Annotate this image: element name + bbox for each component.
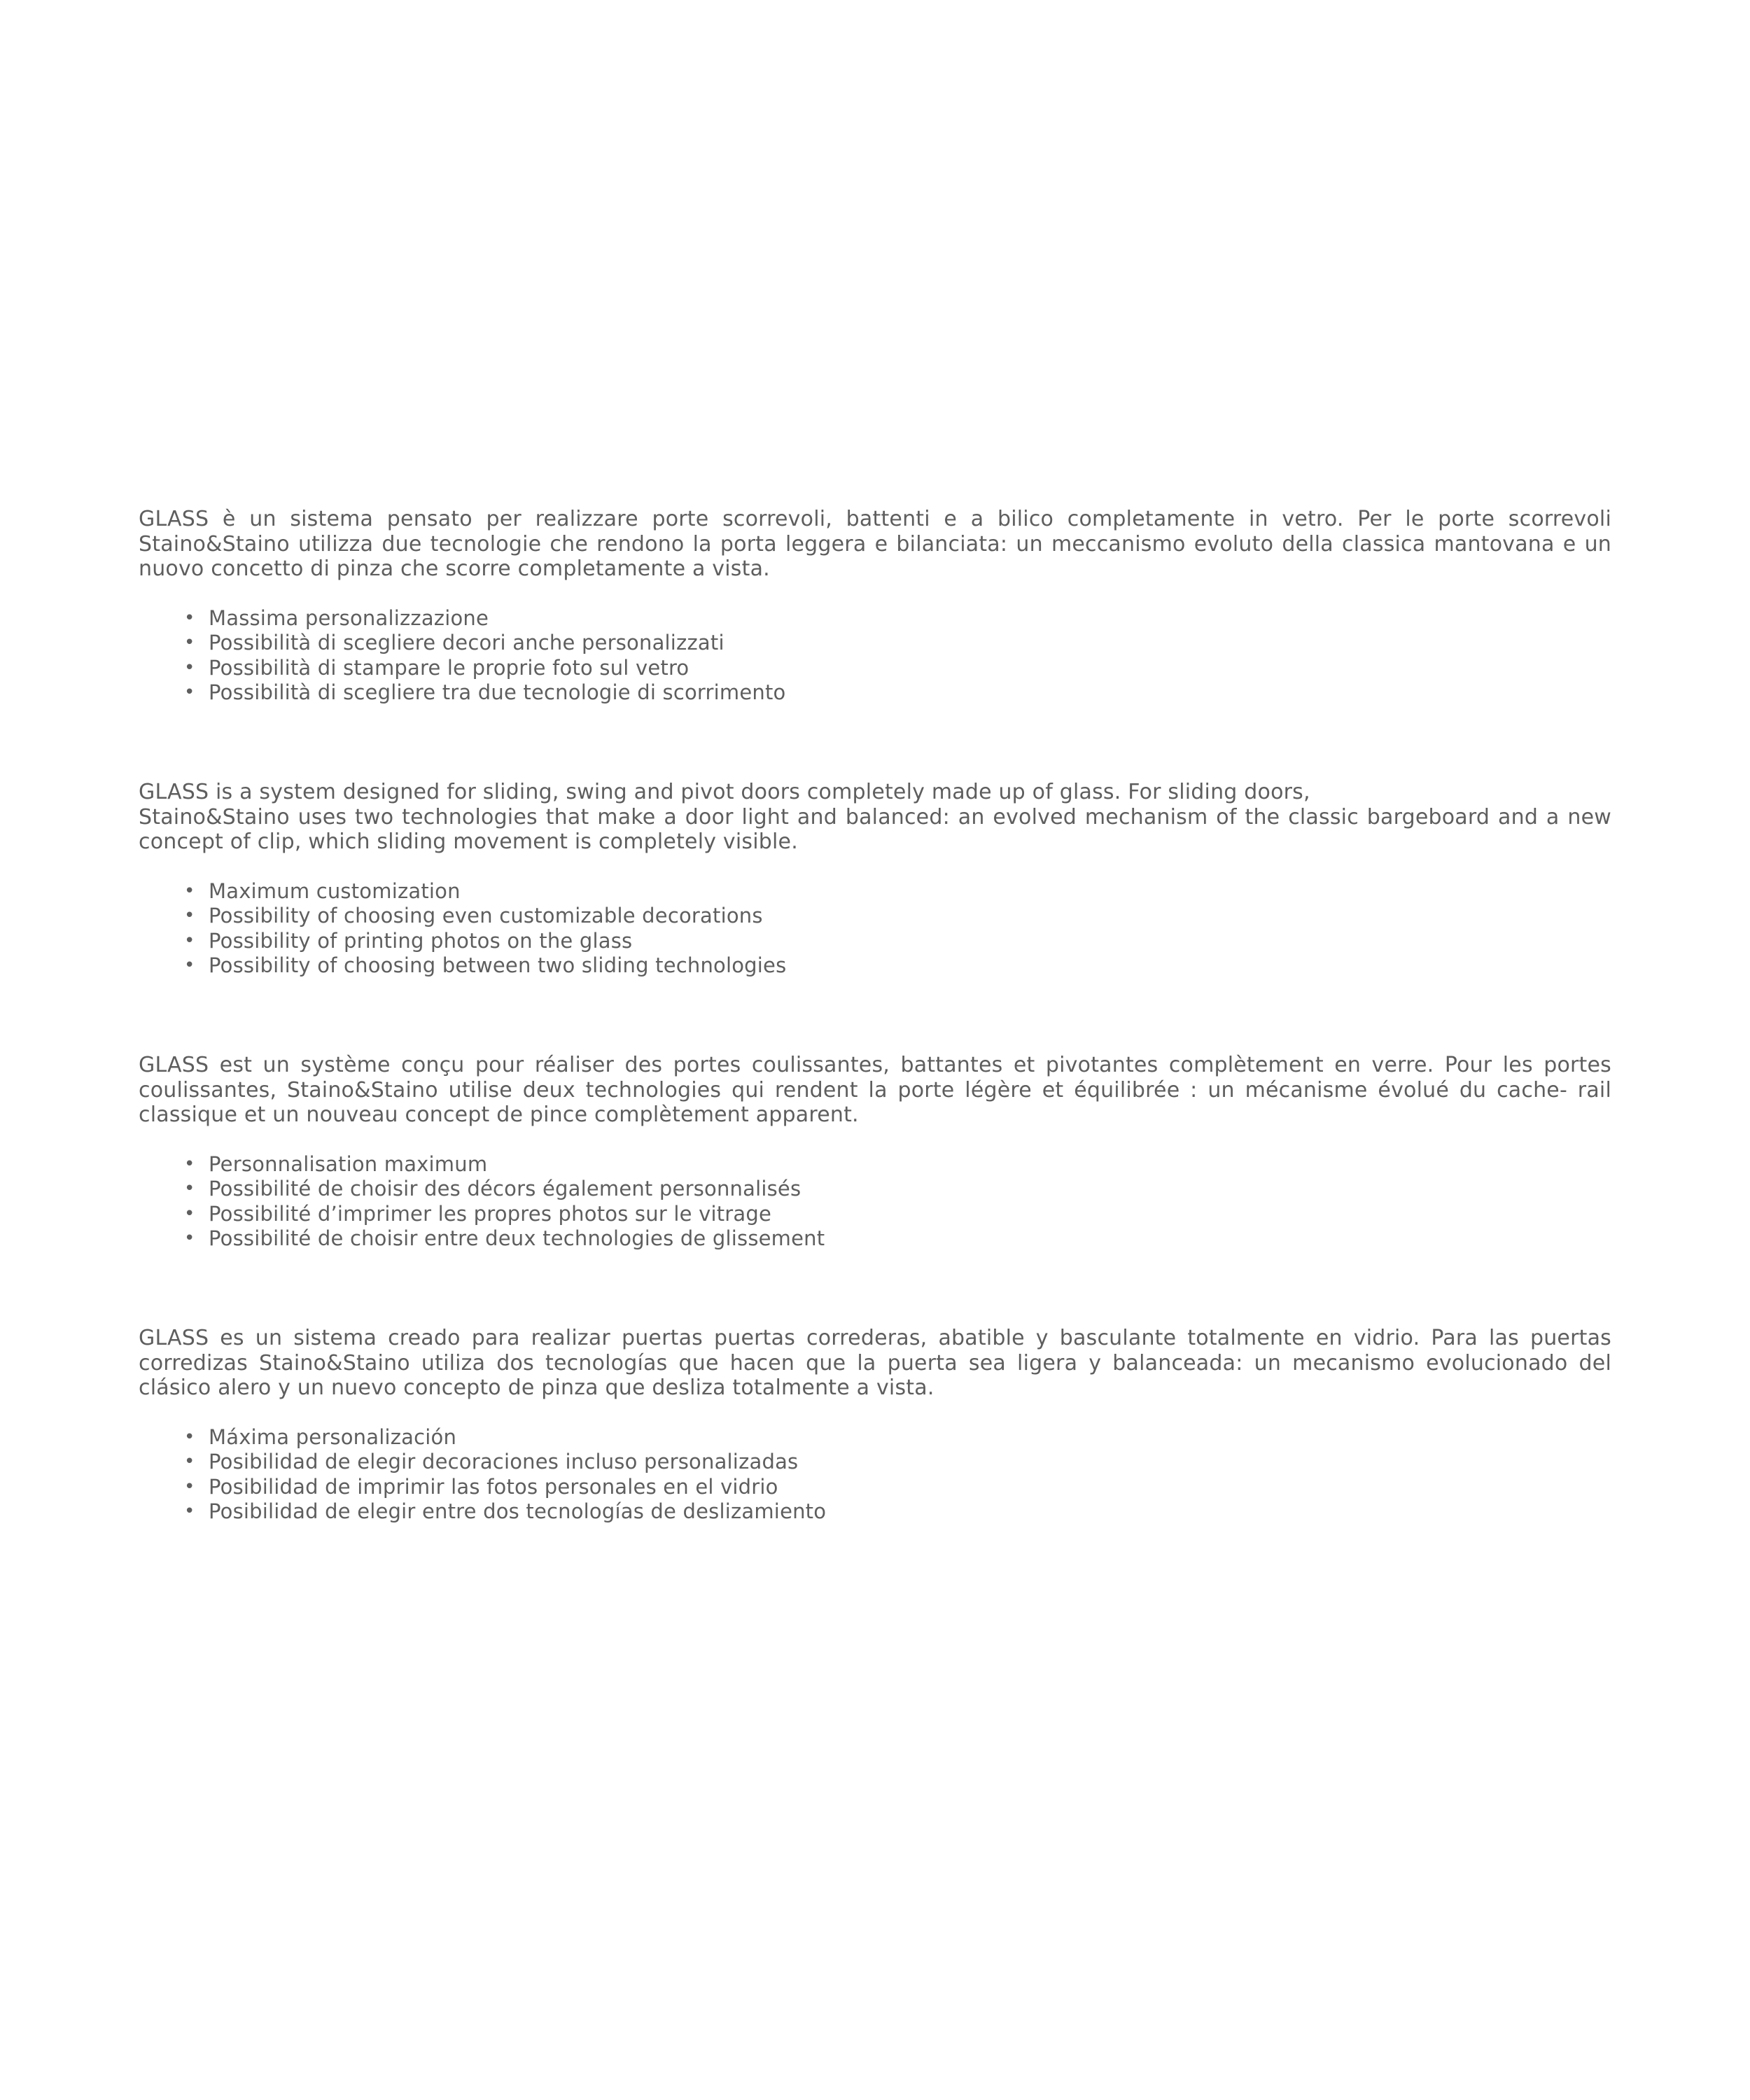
bullet-icon: • xyxy=(184,930,195,951)
bullet-icon: • xyxy=(184,905,195,926)
list-item-text: Possibilité de choisir entre deux technologies de glissement xyxy=(209,1226,825,1250)
list-item xyxy=(139,1475,1611,1500)
intro-paragraph xyxy=(139,780,1611,855)
intro-line-2: Staino&Staino uses two technologies that make a door light and balanced: an evolved mechanism of the classic bargeboard and a new concept of clip, which sliding movement is completely visible. xyxy=(139,804,1611,854)
feature-list xyxy=(139,879,1611,979)
bullet-icon: • xyxy=(184,1203,195,1224)
list-item-text: Possibilità di scegliere tra due tecnologie di scorrimento xyxy=(209,680,786,704)
list-item-text: Maximum customization xyxy=(209,878,461,903)
list-item xyxy=(139,1499,1611,1525)
list-item xyxy=(139,631,1611,656)
list-item-text: Máxima personalización xyxy=(209,1424,457,1449)
intro-paragraph: GLASS est un système conçu pour réaliser des portes coulissantes, battantes et pivotantes complètement en verre. Pour les portes coulissantes, Staino&Staino utilise deux technologies qui rendent la porte légère et équilibrée : un mécanisme évolué du cache- rail classique et un nouveau concept de pince complètement apparent. xyxy=(139,1053,1611,1127)
list-item-text: Posibilidad de elegir entre dos tecnologías de deslizamiento xyxy=(209,1499,827,1523)
bullet-icon: • xyxy=(184,1228,195,1249)
feature-list xyxy=(139,606,1611,706)
list-item xyxy=(139,953,1611,979)
bullet-icon: • xyxy=(184,1426,195,1448)
list-item xyxy=(139,680,1611,706)
bullet-icon: • xyxy=(184,1153,195,1175)
bullet-icon: • xyxy=(184,880,195,902)
bullet-icon: • xyxy=(184,682,195,703)
intro-paragraph: GLASS è un sistema pensato per realizzare porte scorrevoli, battenti e a bilico completamente in vetro. Per le porte scorrevoli Staino&Staino utilizza due tecnologie che rendono la porta leggera e bilanciata: un meccanismo evoluto della classica mantovana e un nuovo concetto di pinza che scorre completamente a vista. xyxy=(139,507,1611,581)
feature-list xyxy=(139,1425,1611,1525)
bullet-icon: • xyxy=(184,607,195,629)
list-item xyxy=(139,929,1611,954)
document-page xyxy=(139,0,1611,2100)
list-item xyxy=(139,656,1611,681)
list-item-text: Possibilité d’imprimer les propres photos sur le vitrage xyxy=(209,1201,772,1226)
list-item-text: Possibility of choosing even customizable decorations xyxy=(209,904,763,927)
list-item xyxy=(139,904,1611,929)
section-spanish xyxy=(139,1326,1611,1525)
list-item xyxy=(139,879,1611,904)
list-item xyxy=(139,1226,1611,1252)
bullet-icon: • xyxy=(184,632,195,653)
list-item xyxy=(139,1202,1611,1227)
list-item-text: Possibility of choosing between two sliding technologies xyxy=(209,953,787,977)
intro-paragraph: GLASS es un sistema creado para realizar puertas puertas correderas, abatible y basculante totalmente en vidrio. Para las puertas corredizas Staino&Staino utiliza dos tecnologías que hacen que la puerta sea ligera y balanceada: un mecanismo evolucionado del clásico alero y un nuevo concepto de pinza que desliza totalmente a vista. xyxy=(139,1326,1611,1400)
list-item-text: Possibilità di stampare le proprie foto sul vetro xyxy=(209,655,690,680)
bullet-icon: • xyxy=(184,1178,195,1199)
list-item-text: Possibilité de choisir des décors également personnalisés xyxy=(209,1177,802,1200)
list-item-text: Possibilità di scegliere decori anche personalizzati xyxy=(209,631,724,654)
intro-line-1: GLASS is a system designed for sliding, swing and pivot doors completely made up of glass. For sliding doors, xyxy=(139,780,1310,804)
list-item-text: Personnalisation maximum xyxy=(209,1152,488,1176)
bullet-icon: • xyxy=(184,1476,195,1497)
bullet-icon: • xyxy=(184,1451,195,1472)
list-item xyxy=(139,1425,1611,1450)
bullet-icon: • xyxy=(184,1501,195,1522)
list-item xyxy=(139,606,1611,631)
list-item xyxy=(139,1152,1611,1177)
list-item xyxy=(139,1177,1611,1202)
section-italian xyxy=(139,507,1611,706)
bullet-icon: • xyxy=(184,955,195,976)
bullet-icon: • xyxy=(184,657,195,678)
list-item-text: Massima personalizzazione xyxy=(209,606,489,630)
section-english xyxy=(139,780,1611,979)
section-french xyxy=(139,1053,1611,1252)
list-item-text: Possibility of printing photos on the glass xyxy=(209,928,633,953)
list-item-text: Posibilidad de elegir decoraciones incluso personalizadas xyxy=(209,1450,799,1474)
feature-list xyxy=(139,1152,1611,1252)
list-item xyxy=(139,1450,1611,1475)
list-item-text: Posibilidad de imprimir las fotos personales en el vidrio xyxy=(209,1474,778,1499)
